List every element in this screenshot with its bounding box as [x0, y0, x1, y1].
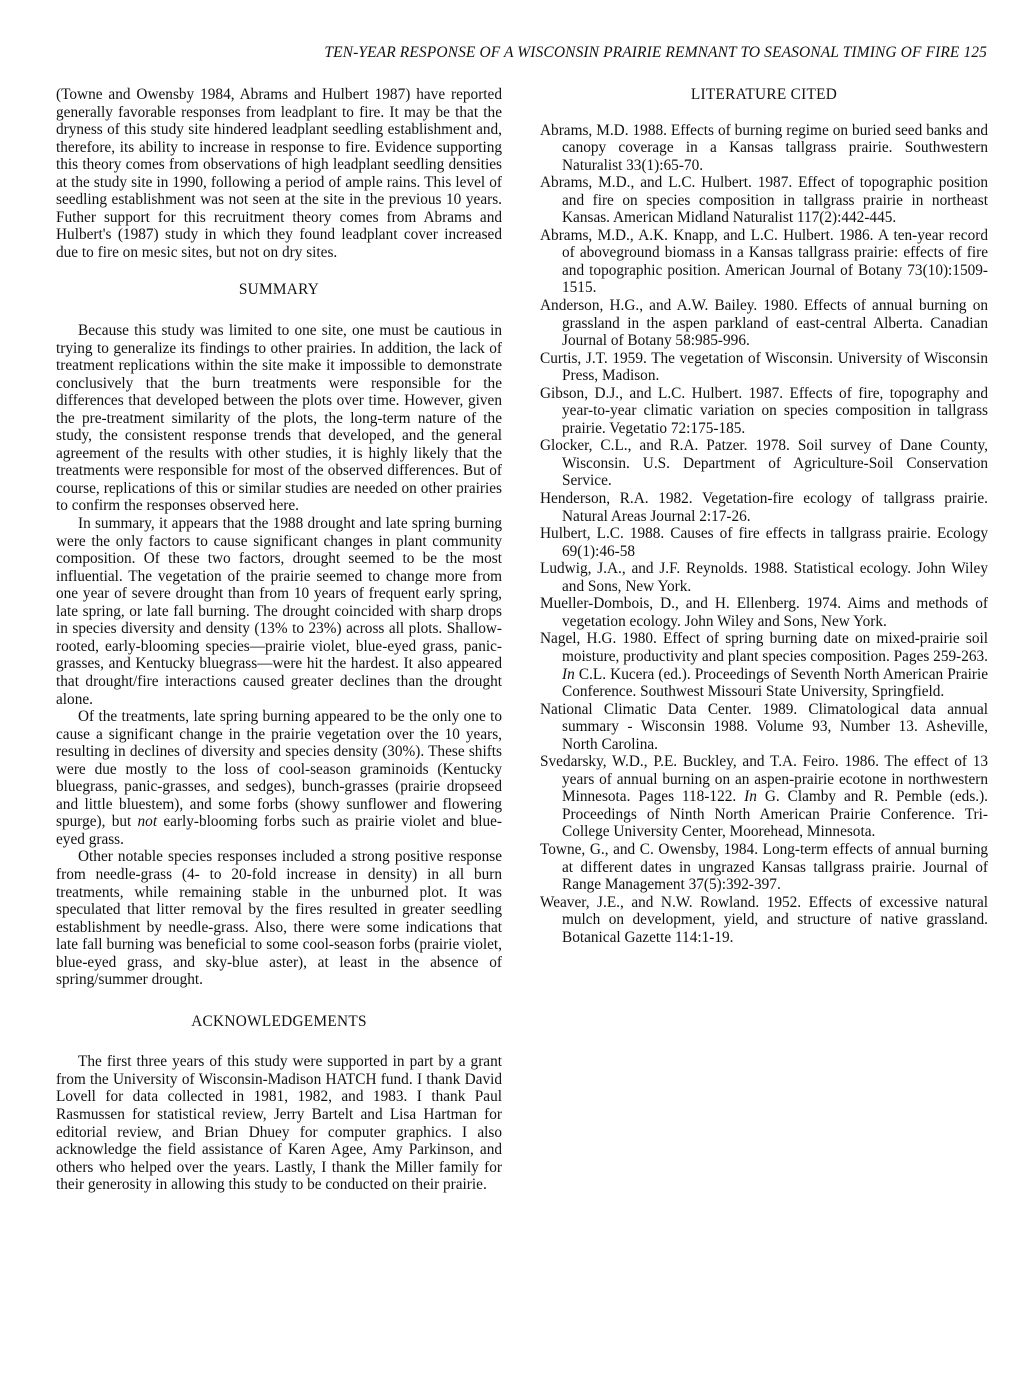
svedarsky-text-a: Svedarsky, W.D., P.E. Buckley, and T.A. Feiro. 1986. The effect of 13 years of annual burning on an aspen-prairie ecotone in northwestern Minnesota. Pages 118-122.: [540, 753, 988, 806]
svedarsky-text-b: G. Clamby and R. Pemble (eds.). Proceedings of Ninth North American Prairie Conference. Tri-College University Center, Moorehead, Minnesota.: [562, 788, 989, 841]
summary-p3-text-b: early-blooming forbs such as prairie violet and blue-eyed grass.: [56, 813, 503, 848]
reference-item: Henderson, R.A. 1982. Vegetation-fire ecology of tallgrass prairie. Natural Areas Journal 2:17-26.: [540, 490, 988, 525]
summary-p3-text-a: Of the treatments, late spring burning appeared to be the only one to cause a significant change in the prairie vegetation over the 10 years, resulting in declines of diversity and species density (30%). These shifts were due mostly to the loss of cool-season graminoids (Kentucky bluegrass, panic-grasses, and sedges), bunch-grasses (prairie dropseed and little bluestem), and some forbs (showy sunflower and flowering spurge), but: [56, 708, 502, 831]
reference-item-weaver: Weaver, J.E., and N.W. Rowland. 1952. Effects of excessive natural mulch on development, yield, and structure of native grassland. Botanical Gazette 114:1-19.: [540, 893, 988, 946]
summary-paragraph-3: [56, 708, 502, 848]
reference-item: Ludwig, J.A., and J.F. Reynolds. 1988. Statistical ecology. John Wiley and Sons, New York.: [540, 560, 988, 595]
reference-item: Abrams, M.D. 1988. Effects of burning regime on buried seed banks and canopy coverage in a Kansas tallgrass prairie. Southwestern Naturalist 33(1):65-70.: [540, 121, 988, 174]
reference-item: Mueller-Dombois, D., and H. Ellenberg. 1974. Aims and methods of vegetation ecology. John Wiley and Sons, New York.: [540, 595, 988, 630]
summary-heading: SUMMARY: [238, 281, 320, 299]
acknowledgements-heading: ACKNOWLEDGEMENTS: [191, 1012, 367, 1030]
left-column: [56, 86, 502, 1194]
reference-item-nagel: [540, 630, 988, 700]
literature-cited-heading: LITERATURE CITED: [690, 86, 838, 103]
nagel-text-a: Nagel, H.G. 1980. Effect of spring burning date on mixed-prairie soil moisture, productivity and plant species composition. Pages 259-263.: [540, 630, 988, 665]
reference-item: Anderson, H.G., and A.W. Bailey. 1980. Effects of annual burning on grassland in the aspen parkland of east-central Alberta. Canadian Journal of Botany 58:985-996.: [540, 297, 988, 350]
reference-item: Curtis, J.T. 1959. The vegetation of Wisconsin. University of Wisconsin Press, Madison.: [540, 349, 988, 385]
reference-item-towne: Towne, G., and C. Owensby, 1984. Long-term effects of annual burning at different dates in ungrazed Kansas tallgrass prairie. Journal of Range Management 37(5):392-397.: [540, 840, 988, 894]
reference-item: Gibson, D.J., and L.C. Hulbert. 1987. Effects of fire, topography and year-to-year climatic variation on species composition in tallgrass prairie. Vegetatio 72:175-185.: [540, 384, 988, 437]
reference-item: Hulbert, L.C. 1988. Causes of fire effects in tallgrass prairie. Ecology 69(1):46-58: [540, 525, 988, 560]
summary-paragraph-2: In summary, it appears that the 1988 drought and late spring burning were the only factors to cause significant changes in plant community composition. Of these two factors, drought seemed to be the most influential. The vegetation of the prairie seemed to change more from one year of severe drought than from 10 years of frequent early spring, late spring, or late fall burning. The drought coincided with sharp drops in species diversity and density (13% to 23%) across all plots. Shallow-rooted, early-blooming species—prairie violet, blue-eyed grass, panic-grasses, and Kentucky bluegrass—were hit the hardest. It also appeared that drought/fire interactions caused greater declines than the drought alone.: [56, 515, 502, 708]
reference-item-ncdc: National Climatic Data Center. 1989. Climatological data annual summary - Wisconsin 1988. Volume 93, Number 13. Asheville, North Carolina.: [540, 700, 988, 753]
reference-item: Glocker, C.L., and R.A. Patzer. 1978. Soil survey of Dane County, Wisconsin. U.S. Department of Agriculture-Soil Conservation Service.: [540, 437, 988, 490]
svedarsky-in: In: [744, 788, 757, 806]
reference-item: Abrams, M.D., A.K. Knapp, and L.C. Hulbert. 1986. A ten-year record of aboveground biomass in a Kansas tallgrass prairie: effects of fire and topographic position. American Journal of Botany 73(10):1509-1515.: [540, 226, 988, 297]
summary-paragraph-1: Because this study was limited to one site, one must be cautious in trying to generalize its findings to other prairies. In addition, the lack of treatment replications within the site make it impossible to demonstrate conclusively that the burn treatments were responsible for the differences that developed between the plots over time. However, given the pre-treatment similarity of the plots, the long-term nature of the study, the consistent response trends that developed, and the general agreement of the results with other studies, it is highly likely that the treatments were responsible for most of the observed differences. But of course, replications of this or similar studies are needed on other prairies to confirm the responses observed here.: [56, 322, 502, 515]
right-column: [540, 86, 988, 946]
summary-p3-emphasis: not: [137, 813, 158, 831]
reference-item-svedarsky: [540, 753, 988, 841]
nagel-text-b: C.L. Kucera (ed.). Proceedings of Seventh North American Prairie Conference. Southwest Missouri State University, Springfield.: [562, 665, 989, 701]
reference-item: Abrams, M.D., and L.C. Hulbert. 1987. Effect of topographic position and fire on species composition in tallgrass prairie in northeast Kansas. American Midland Naturalist 117(2):442-445.: [540, 174, 988, 227]
acknowledgements-paragraph: The first three years of this study were supported in part by a grant from the University of Wisconsin-Madison HATCH fund. I thank David Lovell for data collected in 1981, 1982, and 1983. I thank Paul Rasmussen for statistical review, Jerry Bartelt and Lisa Hartman for editorial review, and Brian Dhuey for computer graphics. I also acknowledge the field assistance of Karen Agee, Amy Parkinson, and others who helped over the years. Lastly, I thank the Miller family for their generosity in allowing this study to be conducted on their prairie.: [56, 1053, 502, 1194]
intro-paragraph: (Towne and Owensby 1984, Abrams and Hulbert 1987) have reported generally favorable responses from leadplant to fire. It may be that the dryness of this study site hindered leadplant seedling establishment and, therefore, its ability to increase in response to fire. Evidence supporting this theory comes from observations of high leadplant seedling densities at the study site in 1990, following a period of ample rains. This level of seedling establishment was not seen at the site in the previous 10 years. Futher support for this recruitment theory comes from Abrams and Hulbert's (1987) study in which they found leadplant cover increased due to fire on mesic sites, but not on dry sites.: [56, 86, 502, 261]
summary-paragraph-4: Other notable species responses included a strong positive response from needle-grass (4- to 20-fold increase in density) in all burn treatments, while remaining stable in the unburned plot. It was speculated that litter removal by the fires resulted in greater seedling establishment by needle-grass. Also, there were some indications that late fall burning was beneficial to some cool-season forbs (prairie violet, blue-eyed grass, and sky-blue aster), at least in the absence of spring/summer drought.: [56, 848, 502, 989]
nagel-in: In: [562, 665, 575, 683]
running-head: TEN-YEAR RESPONSE OF A WISCONSIN PRAIRIE REMNANT TO SEASONAL TIMING OF FIRE 125: [324, 44, 987, 61]
